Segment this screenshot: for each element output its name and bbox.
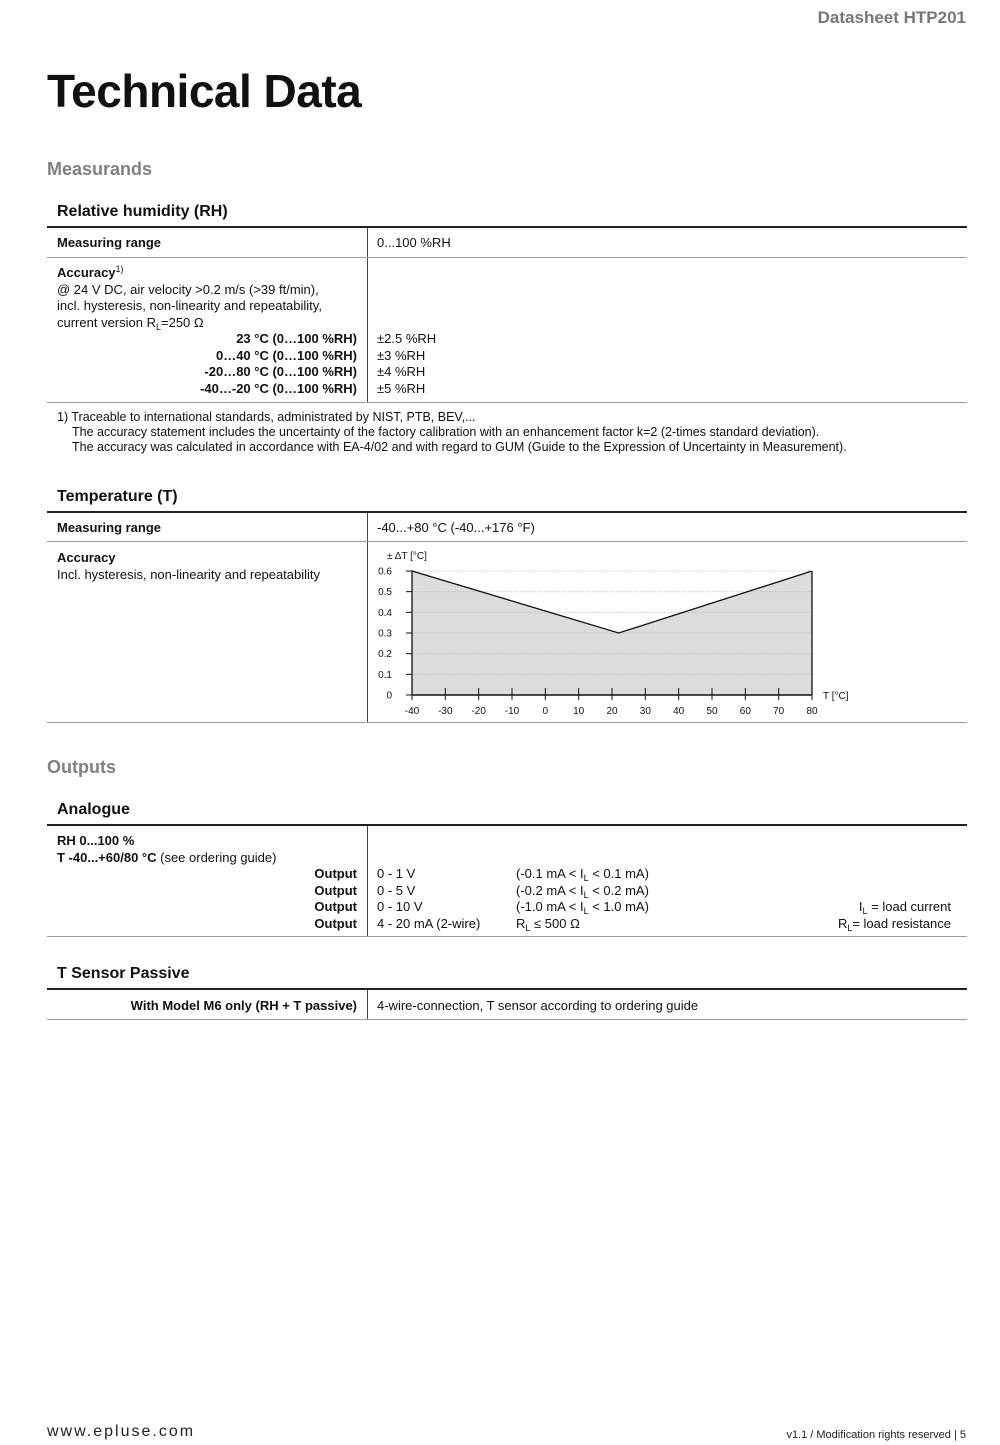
footer-website[interactable]: www.epluse.com [47,1423,196,1440]
y-tick-label: 0.4 [378,607,392,619]
output-condition: (-0.2 mA < $I_L < 0.2$ mA) [516,882,649,900]
analogue-t-range: T -40...+60/80 °C [57,849,157,865]
x-tick-label: -30 [438,706,453,717]
rh-accuracy-conditions [57,331,357,397]
footnote-line: The accuracy was calculated in accordance with EA-4/02 and with regard to GUM (Guide to the Expression of Uncertainty in Measurement). [72,440,847,454]
row-divider [47,541,967,542]
rh-table-top-rule [47,226,967,228]
t-sensor-table-divider [367,990,368,1020]
rh-accuracy-block [57,265,357,331]
x-tick-label: 0 [542,706,549,717]
rh-range-value: 0...100 %RH [377,235,451,250]
temperature-table-divider [367,513,368,722]
footnote-line: 1) Traceable to international standards, administrated by NIST, PTB, BEV,... [57,410,476,424]
x-tick-label: 10 [573,706,585,717]
t-sensor-table-bottom-rule [47,1019,967,1020]
x-tick-label: 30 [639,706,651,717]
rh-accuracy-value: ±4 %RH [377,364,426,379]
section-title-measurands: Measurands [47,159,153,179]
output-signal: 4 - 20 mA (2-wire) [377,915,481,931]
analogue-notes [700,899,951,932]
t-sensor-value: 4-wire-connection, T sensor according to ordering guide [377,998,699,1013]
rh-accuracy-condition: 23 °C (0…100 %RH) [236,331,357,346]
rh-accuracy-condition: -40…-20 °C (0…100 %RH) [200,380,357,396]
temperature-accuracy-block [57,550,320,583]
x-tick-label: -10 [504,706,520,717]
analogue-description [57,833,276,866]
output-signal: 0 - 10 V [377,899,423,914]
rh-accuracy-desc-1: @ 24 V DC, air velocity >0.2 m/s (>39 ft/min), [57,281,319,297]
temperature-section-title: Temperature (T) [57,488,178,505]
output-label: Output [314,899,357,914]
temperature-table-bottom-rule [47,722,967,723]
x-tick-label: 20 [606,706,618,717]
rh-accuracy-label: Accuracy [57,265,116,280]
analogue-rh-range: RH 0...100 % [57,833,135,848]
x-tick-label: 40 [673,706,685,717]
y-tick-label: 0 [386,690,392,702]
output-label: Output [314,915,357,931]
y-tick-label: 0.6 [378,566,392,578]
document-header-title: Datasheet HTP201 [817,8,966,27]
rh-accuracy-desc-2: incl. hysteresis, non-linearity and repeatability, [57,298,322,313]
t-sensor-section-title: T Sensor Passive [57,965,190,982]
output-label: Output [314,866,357,881]
x-tick-label: 50 [706,706,718,717]
temperature-table-top-rule [47,511,967,513]
temperature-accuracy-label: Accuracy [57,550,116,565]
temperature-accuracy-desc: Incl. hysteresis, non-linearity and repeatability [57,566,321,582]
rh-section-title: Relative humidity (RH) [57,203,228,220]
analogue-table-top-rule [47,824,967,826]
x-tick-label: 60 [739,706,751,717]
rh-accuracy-value: ±2.5 %RH [377,331,437,346]
y-tick-label: 0.5 [378,587,392,599]
rh-accuracy-value: ±3 %RH [377,347,426,363]
x-tick-label: 70 [773,706,785,717]
rh-range-label: Measuring range [57,235,162,250]
rh-accuracy-desc-3: current version $R_L=250$ Ω [57,314,204,332]
analogue-output-signals [377,866,480,932]
page-title: Technical Data [47,65,362,117]
analogue-t-range-note: (see ordering guide) [156,849,277,865]
output-condition: $R_L \le 500$ Ω [516,915,580,933]
analogue-table-divider [367,826,368,936]
output-signal: 0 - 5 V [377,882,416,898]
analogue-output-conditions [516,866,649,932]
rh-footnote [57,410,847,455]
y-tick-label: 0.3 [378,628,392,640]
row-divider [47,257,967,258]
rh-accuracy-condition: 0…40 °C (0…100 %RH) [215,347,357,363]
rh-table-divider [367,228,368,402]
y-axis-label: ± ΔT [°C] [387,551,427,562]
analogue-output-labels [57,866,357,932]
y-tick-label: 0.1 [378,669,392,681]
section-title-outputs: Outputs [47,757,116,777]
rh-accuracy-values [377,331,436,397]
y-tick-label: 0.2 [378,649,392,661]
temperature-range-label: Measuring range [57,520,162,535]
t-sensor-table-top-rule [47,988,967,990]
rh-accuracy-condition: -20…80 °C (0…100 %RH) [204,364,357,379]
output-condition: (-1.0 mA < $I_L < 1.0$ mA) [516,899,649,916]
chart-svg [370,544,870,720]
output-signal: 0 - 1 V [377,866,416,881]
x-axis-label: T [°C] [823,691,849,702]
output-label: Output [314,882,357,898]
x-tick-label: -40 [404,706,420,717]
load-current-note: $I_L$ = load current [858,899,951,916]
load-resistance-note: $R_L=$ load resistance [837,915,951,933]
x-tick-label: 80 [806,706,818,717]
footer-revision: v1.1 / Modification rights reserved | 5 [786,1429,966,1441]
analogue-section-title: Analogue [57,801,130,818]
output-condition: (-0.1 mA < $I_L < 0.1$ mA) [516,866,649,883]
temperature-range-value: -40...+80 °C (-40...+176 °F) [377,520,535,535]
rh-table-bottom-rule [47,402,967,403]
footnote-line: The accuracy statement includes the uncertainty of the factory calibration with an enhancement factor k=2 (2-times standard deviation). [72,425,820,439]
temperature-accuracy-chart [370,544,870,720]
analogue-table-bottom-rule [47,936,967,937]
footnote-ref: 1) [115,264,124,274]
t-sensor-label: With Model M6 only (RH + T passive) [130,998,357,1013]
x-tick-label: -20 [471,706,486,717]
rh-accuracy-value: ±5 %RH [377,380,426,396]
